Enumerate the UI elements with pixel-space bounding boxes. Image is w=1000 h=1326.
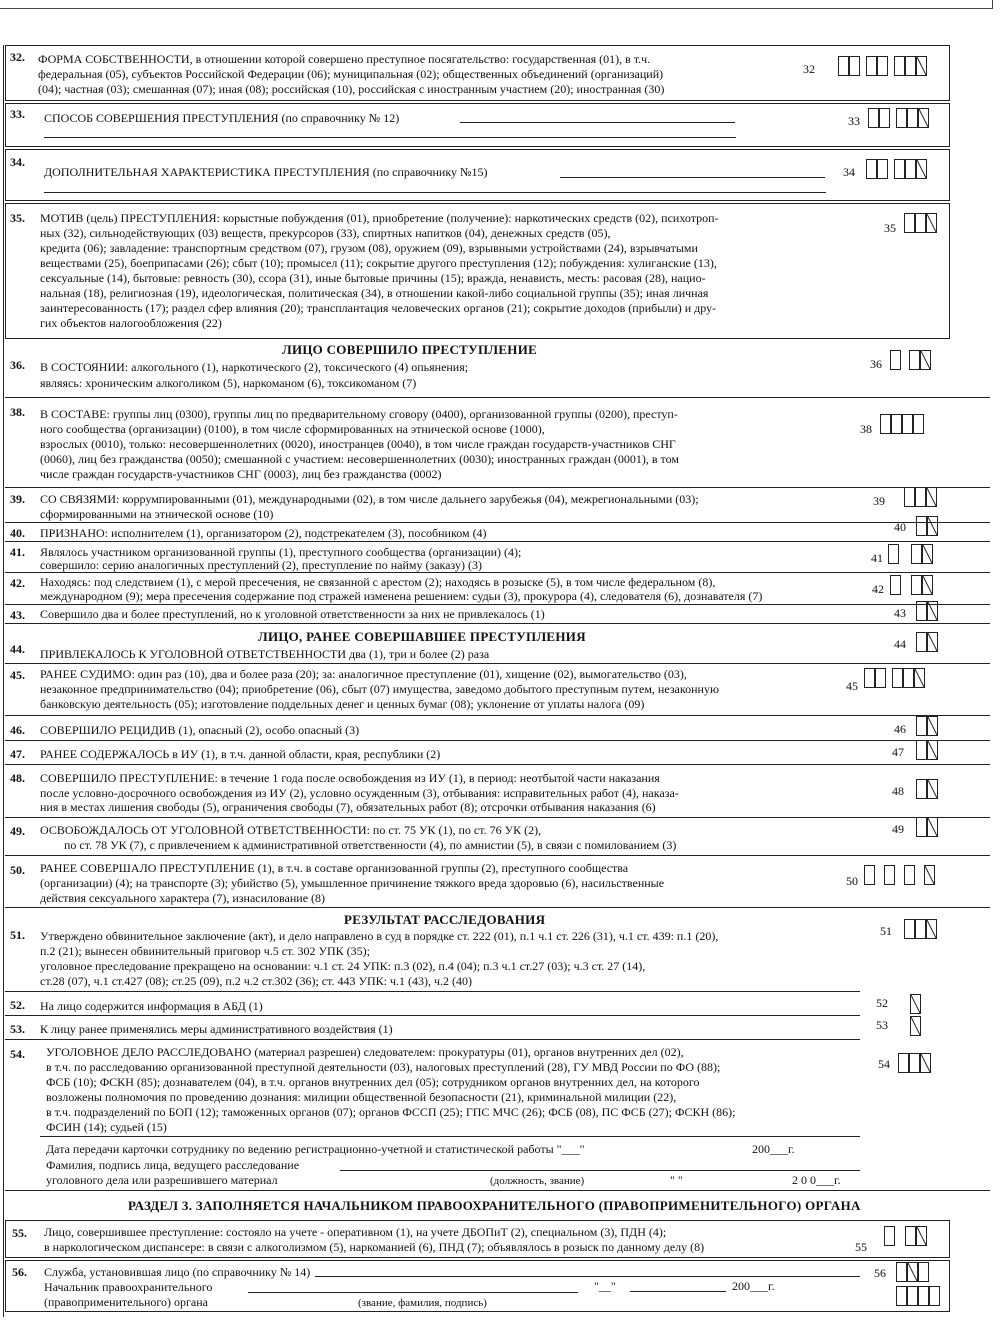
- section-35-text-7: заинтересованность (17); раздел сфер влияния (20); трансплантация человеческих органов (21); сокрытие доходов (прибыли) и дру-: [40, 301, 717, 315]
- divider-49: [5, 855, 990, 856]
- section-49-text-2: по ст. 78 УК (7), с привлечением к административной ответственности (4), по амнистии (5), в связи с помилованием (3): [64, 838, 677, 852]
- section-33-fill-line-1: [460, 122, 735, 123]
- section-56-year: 200___г.: [732, 1279, 775, 1293]
- divider-41: [5, 572, 990, 573]
- section-52-code: 52: [876, 996, 888, 1010]
- section-49-number: 49.: [10, 824, 25, 838]
- section-56-cells-bottom: [896, 1286, 940, 1306]
- section-38-text-2: ного сообщества (организации) (0100), в том числе сформированных на этнической основе (1000),: [40, 422, 545, 436]
- section-34-code: 34: [843, 165, 855, 179]
- divider-44: [5, 663, 990, 664]
- section-33-text: СПОСОБ СОВЕРШЕНИЯ ПРЕСТУПЛЕНИЯ (по справочнику № 12): [44, 111, 400, 125]
- divider-52: [5, 1015, 860, 1016]
- section-36-code: 36: [870, 357, 882, 371]
- section-51-text-3: уголовное преследование прекращено на основании: ч.1 ст. 24 УПК: п.3 (02), п.4 (04); п.3 ч.1 ст.27 (03); ч.3 ст. 27 (14),: [40, 959, 646, 973]
- section-39-code: 39: [873, 494, 885, 508]
- section-41-code: 41: [871, 551, 883, 565]
- section-36-text-2: являясь: хроническим алкоголиком (5), наркоманом (6), токсикоманом (7): [40, 376, 417, 390]
- section-42-cells: [890, 575, 933, 595]
- section-56-text-3: (правоприменительного) органа: [44, 1295, 209, 1309]
- section-56-number: 56.: [12, 1265, 27, 1279]
- section-47-cells: [916, 740, 938, 760]
- section-55-number: 55.: [12, 1226, 27, 1240]
- section-33-fill-line-2: [44, 137, 736, 138]
- transfer-date-label: Дата передачи карточки сотруднику по ведению регистрационно-учетной и статистической работы "___": [46, 1142, 585, 1156]
- section-42-text-1: Находясь: под следствием (1), с мерой пресечения, не связанной с арестом (2); находясь в розыске (5), в том числе федеральном (8),: [40, 575, 716, 589]
- section-46-code: 46: [894, 722, 906, 736]
- section-36-cells: [890, 350, 931, 370]
- section-43-cells: [916, 601, 938, 621]
- section-34-fill-line-2: [44, 192, 826, 193]
- section-39-cells: [904, 487, 937, 507]
- section-48-code: 48: [892, 784, 904, 798]
- section-48-text-2: после условно-досрочного освобождения из ИУ (2), условно осужденным (3), отбывания: исправительных работ (4), наказа-: [40, 786, 679, 800]
- section-48-number: 48.: [10, 771, 25, 785]
- section-51-number: 51.: [10, 928, 25, 942]
- section-50-number: 50.: [10, 863, 25, 877]
- section-51-text-2: п.2 (21); вынесен обвинительный приговор ч.5 ст. 302 УПК (35);: [40, 944, 370, 958]
- section-35-text-3: кредита (06); завладение: транспортным средством (07), грузом (08), оружием (09), взрывными устройствами (24), взрывчатыми: [40, 241, 698, 255]
- section-54-cells: [898, 1053, 931, 1073]
- section-44-code: 44: [894, 637, 906, 651]
- section-44-cells: [916, 632, 938, 652]
- section-50-cells: [864, 865, 935, 885]
- divider-43: [5, 623, 990, 624]
- section-33-cells: [868, 108, 929, 128]
- section-43-text: Совершило два и более преступлений, но к уголовной ответственности за них не привлекалось (1): [40, 607, 545, 621]
- section-56-text-2: Начальник правоохранительного: [44, 1280, 213, 1294]
- divider-42: [5, 604, 990, 605]
- section-56-text-1: Служба, установившая лицо (по справочнику № 14): [44, 1265, 311, 1279]
- section-56-signature-caption: (звание, фамилия, подпись): [358, 1297, 487, 1309]
- section-50-code: 50: [846, 874, 858, 888]
- section-35-text-1: МОТИВ (цель) ПРЕСТУПЛЕНИЯ: корыстные побуждения (01), приобретение (получение): наркотических средств (02), психотроп-: [40, 211, 719, 225]
- section-45-text-2: незаконное предпринимательство (04); приобретение (06), сбыт (07) имущества, заведомо добытого преступным путем, незаконную: [40, 682, 719, 696]
- section-51-code: 51: [880, 924, 892, 938]
- section-38-cells: [880, 414, 924, 434]
- divider-47: [5, 764, 990, 765]
- divider-53: [5, 1039, 860, 1040]
- transfer-signer-label-2: уголовного дела или разрешившего материал: [46, 1173, 278, 1187]
- section-54-text-1: УГОЛОВНОЕ ДЕЛО РАССЛЕДОВАНО (материал разрешен) следователем: прокуратуры (01), органов внутренних дел (02),: [46, 1045, 684, 1059]
- section-45-text-1: РАНЕЕ СУДИМО: один раз (10), два и более раза (20); за: аналогичное преступление (01), хищение (02), вымогательство (03),: [40, 667, 687, 681]
- section-33-number: 33.: [10, 107, 25, 121]
- section-34-fill-line-1: [560, 177, 825, 178]
- section-40-cells: [916, 516, 938, 536]
- section-53-code: 53: [876, 1018, 888, 1032]
- section-53-text: К лицу ранее применялись меры административного воздействия (1): [40, 1022, 393, 1036]
- section-50-text-3: действия сексуального характера (7), изнасилование (8): [40, 891, 326, 905]
- section-38-text-5: числе граждан государств-участников СНГ (0003), лиц без гражданства (0002): [40, 467, 442, 481]
- transfer-signer-line: [340, 1170, 860, 1171]
- section-40-number: 40.: [10, 526, 25, 540]
- section-34-number: 34.: [10, 155, 25, 169]
- section-52-number: 52.: [10, 998, 25, 1012]
- section-45-number: 45.: [10, 668, 25, 682]
- section-38-text-1: В СОСТАВЕ: группы лиц (0300), группы лиц по предварительному сговору (0400), организованной группы (0200), преступ-: [40, 407, 678, 421]
- divider-38: [5, 487, 990, 488]
- section-56-date-line: [630, 1291, 726, 1292]
- section-54-number: 54.: [10, 1047, 25, 1061]
- divider-40: [5, 541, 990, 542]
- section-33-code: 33: [848, 114, 860, 128]
- section-34-cells: [866, 159, 927, 179]
- section-39-text-2: сформированными на этнической основе (10): [40, 507, 274, 521]
- section-48-cells: [916, 779, 938, 799]
- section-46-text: СОВЕРШИЛО РЕЦИДИВ (1), опасный (2), особо опасный (3): [40, 723, 360, 737]
- divider-48: [5, 817, 990, 818]
- section-36-text-1: В СОСТОЯНИИ: алкогольного (1), наркотического (2), токсического (4) опьянения;: [40, 360, 469, 374]
- section-44-text: ПРИВЛЕКАЛОСЬ К УГОЛОВНОЙ ОТВЕТСТВЕННОСТИ два (1), три и более (2) раза: [40, 647, 490, 661]
- section-54-text-2: в т.ч. по расследованию организованной преступной деятельности (03), налоговых преступлений (28), ГУ МВД России по ФО (88);: [46, 1060, 721, 1074]
- section-53-cells: [910, 1016, 921, 1036]
- section-54-code: 54: [878, 1057, 890, 1071]
- section-32-text-2: федеральная (05), субъектов Российской Федерации (06); муниципальная (02); общественных объединений (организаций): [38, 67, 664, 81]
- section-49-cells: [916, 817, 938, 837]
- section-32-text-1: ФОРМА СОБСТВЕННОСТИ, в отношении которой совершено преступное посягательство: государственная (01), в т.ч.: [38, 52, 651, 66]
- divider-transfer: [5, 1190, 990, 1191]
- section-47-code: 47: [892, 745, 904, 759]
- divider-50: [5, 907, 990, 908]
- section-35-text-8: гих объектов налогообложения (22): [40, 316, 222, 330]
- section-41-text-1: Являлось участником организованной группы (1), преступного сообщества (организации) (4);: [40, 545, 522, 559]
- section-35-text-6: нальная (18), религиозная (19), идеологическая, политическая (34), в отношении какой-либо социальной группы (35); иная личная: [40, 286, 709, 300]
- section-56-quote: "__": [594, 1279, 616, 1293]
- section-36-number: 36.: [10, 358, 25, 372]
- section-55-text-1: Лицо, совершившее преступление: состояло на учете - оперативном (1), на учете ДБОПиТ (2), специальном (3), ПДН (4);: [44, 1225, 667, 1239]
- section-55-code: 55: [855, 1240, 867, 1254]
- section-38-text-4: (0060), лиц без гражданства (0050); смешанной с участием: несовершеннолетних (0030); иностранных граждан (0001), в том: [40, 452, 679, 466]
- section-34-text: ДОПОЛНИТЕЛЬНАЯ ХАРАКТЕРИСТИКА ПРЕСТУПЛЕНИЯ (по справочнику №15): [44, 165, 488, 179]
- section-42-code: 42: [872, 582, 884, 596]
- section-42-text-2: международном (9); мера пресечения содержание под стражей изменена решением: судьи (3), прокурора (4), следователя (6), дознавателя (7): [40, 589, 763, 603]
- section-42-number: 42.: [10, 576, 25, 590]
- heading-person-committed: ЛИЦО СОВЕРШИЛО ПРЕСТУПЛЕНИЕ: [282, 342, 538, 357]
- section-41-text-2: совершило: серию аналогичных преступлений (2), преступление по найму (заказу) (3): [40, 558, 482, 572]
- section-47-text: РАНЕЕ СОДЕРЖАЛОСЬ в ИУ (1), в т.ч. данной области, края, республики (2): [40, 747, 441, 761]
- section-40-text: ПРИЗНАНО: исполнителем (1), организатором (2), подстрекателем (3), пособником (4): [40, 526, 487, 540]
- transfer-date-year: 200___г.: [752, 1142, 795, 1156]
- section-56-code: 56: [874, 1266, 886, 1280]
- section-54-text-5: в т.ч. подразделений по БОП (12); таможенных органов (07); органов ФССП (25); ГПС МЧС (26); ФСБ (08), ПС ФСБ (27); ФСКН (86);: [46, 1105, 736, 1119]
- heading-investigation-result: РЕЗУЛЬТАТ РАССЛЕДОВАНИЯ: [344, 912, 546, 927]
- section-49-text-1: ОСВОБОЖДАЛОСЬ ОТ УГОЛОВНОЙ ОТВЕТСТВЕННОСТИ: по ст. 75 УК (1), по ст. 76 УК (2),: [40, 823, 542, 837]
- heading-person-previously: ЛИЦО, РАНЕЕ СОВЕРШАВШЕЕ ПРЕСТУПЛЕНИЯ: [258, 629, 586, 644]
- divider-54: [40, 1136, 860, 1137]
- divider-45: [5, 715, 990, 716]
- section-32-number: 32.: [10, 50, 25, 64]
- section-38-code: 38: [860, 422, 872, 436]
- divider-39: [5, 522, 990, 523]
- section-55-cells: [884, 1226, 927, 1246]
- section-41-number: 41.: [10, 545, 25, 559]
- divider-51: [5, 991, 860, 992]
- section-50-text-1: РАНЕЕ СОВЕРШАЛО ПРЕСТУПЛЕНИЕ (1), в т.ч. в составе организованной группы (2), преступного сообщества: [40, 861, 629, 875]
- transfer-signer-label-1: Фамилия, подпись лица, ведущего расследование: [46, 1158, 300, 1172]
- section-32-code: 32: [803, 62, 815, 76]
- section-43-code: 43: [894, 606, 906, 620]
- divider-36: [5, 397, 990, 398]
- section-35-text-4: веществами (25), боеприпасами (26); сбыт (10); промысел (11); сокрытие другого преступления (12); побуждения: хулиганские (13),: [40, 256, 717, 270]
- section-32-cells: [838, 56, 927, 76]
- divider-46: [5, 740, 990, 741]
- section-38-text-3: взрослых (0010), только: несовершеннолетних (0020), иностранцев (0040), в том числе граждан государств-участников СНГ: [40, 437, 676, 451]
- section-43-number: 43.: [10, 608, 25, 622]
- section-48-text-1: СОВЕРШИЛО ПРЕСТУПЛЕНИЕ: в течение 1 года после освобождения из ИУ (1), в период: неотбытой части наказания: [40, 771, 660, 785]
- section-50-text-2: (организации) (4); на транспорте (3); убийство (5), умышленное причинение тяжкого вреда здоровью (6), насильственные: [40, 876, 665, 890]
- section-39-text-1: СО СВЯЗЯМИ: коррумпированными (01), международными (02), в том числе дальнего зарубежья (04), межрегиональными (03);: [40, 492, 699, 506]
- section-45-code: 45: [846, 679, 858, 693]
- section-51-text-4: ст.28 (07), ч.1 ст.427 (08); ст.25 (09), п.2 ч.2 ст.302 (36); ст. 443 УПК: ч.1 (43), ч.2 (40): [40, 974, 473, 988]
- section-48-text-3: ния в местах лишения свободы (5), ограничения свободы (7), обязательных работ (8); отсрочки отбывания наказания (6): [40, 800, 656, 814]
- section-49-code: 49: [892, 822, 904, 836]
- section-52-text: На лицо содержится информация в АБД (1): [40, 999, 263, 1013]
- transfer-quote: " ": [670, 1173, 683, 1187]
- section-41-cells: [888, 544, 933, 564]
- heading-section-3: РАЗДЕЛ 3. ЗАПОЛНЯЕТСЯ НАЧАЛЬНИКОМ ПРАВООХРАНИТЕЛЬНОГО (ПРАВОПРИМЕНИТЕЛЬНОГО) ОРГАНА: [128, 1198, 861, 1213]
- section-46-number: 46.: [10, 723, 25, 737]
- section-46-cells: [916, 716, 938, 736]
- section-35-code: 35: [884, 221, 896, 235]
- section-44-number: 44.: [10, 642, 25, 656]
- top-border: [0, 0, 993, 9]
- section-45-cells: [864, 668, 925, 688]
- section-40-code: 40: [894, 520, 906, 534]
- transfer-year: 2 0 0___г.: [792, 1173, 841, 1187]
- section-55-text-2: в наркологическом диспансере: в связи с алкоголизмом (5), наркоманией (6), ПНД (7); объявлялось в розыск по данному делу (8): [44, 1240, 705, 1254]
- section-47-number: 47.: [10, 747, 25, 761]
- section-51-text-1: Утверждено обвинительное заключение (акт), и дело направлено в суд в порядке ст. 222 (01), п.1 ч.1 ст. 226 (31), ч.1 ст. 439: п.1 (20),: [40, 929, 719, 943]
- section-54-text-3: ФСБ (10); ФСКН (85); дознавателем (04), в т.ч. органов внутренних дел (05); сотрудником органов внутренних дел, на которого: [46, 1075, 700, 1089]
- section-35-text-2: ных (32), сильнодействующих (03) веществ, прекурсоров (33), спиртных напитков (04), денежных средств (05),: [40, 226, 611, 240]
- section-35-number: 35.: [10, 211, 25, 225]
- section-38-number: 38.: [10, 405, 25, 419]
- section-35-text-5: сексуальные (14), бытовые: ревность (30), ссора (31), иные бытовые причины (15); вражда, ненависть, месть: расовая (28), нацио-: [40, 271, 706, 285]
- section-53-number: 53.: [10, 1022, 25, 1036]
- section-35-cells: [904, 213, 937, 233]
- section-39-number: 39.: [10, 492, 25, 506]
- section-56-service-line: [315, 1276, 860, 1277]
- section-54-text-6: ФСИН (14); судьей (15): [46, 1120, 167, 1134]
- section-32-text-3: (04); частная (03); смешанная (07); иная (08); российская (10), российская с иностранным участием (20); иностранная (30): [38, 82, 665, 96]
- section-56-signature-line: [248, 1292, 578, 1293]
- transfer-role-caption: (должность, звание): [490, 1175, 585, 1187]
- section-52-cells: [910, 994, 921, 1014]
- section-51-cells: [904, 919, 937, 939]
- section-56-cells-top: [896, 1262, 929, 1282]
- section-45-text-3: банковскую деятельность (05); изготовление поддельных денег и ценных бумаг (08); уклонение от уплаты налога (09): [40, 697, 645, 711]
- section-54-text-4: возложены полномочия по проведению дознания: милиции общественной безопасности (21), криминальной милиции (22),: [46, 1090, 677, 1104]
